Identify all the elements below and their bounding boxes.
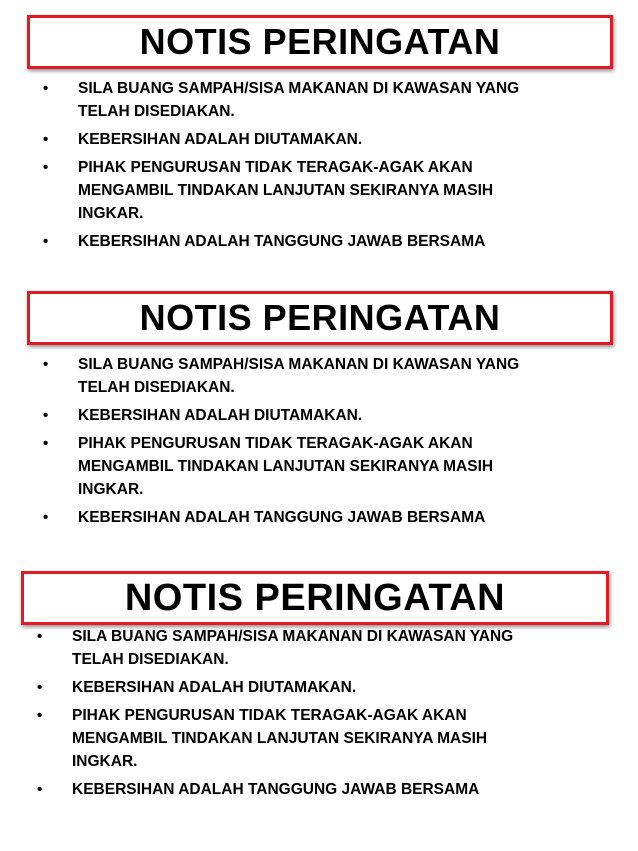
bullet-icon: •: [43, 131, 49, 148]
notice-title-box: [27, 291, 613, 345]
list-item: [43, 506, 613, 529]
notice-items-list: [37, 625, 612, 806]
list-item: [37, 676, 612, 699]
bullet-icon: •: [37, 781, 43, 798]
list-item: [43, 230, 613, 253]
list-item-text: KEBERSIHAN ADALAH DIUTAMAKAN.: [78, 131, 363, 148]
list-item: [43, 353, 613, 399]
bullet-icon: •: [37, 707, 43, 724]
bullet-icon: •: [43, 80, 49, 97]
notice-title: NOTIS PERINGATAN: [139, 297, 501, 338]
list-item-text: PIHAK PENGURUSAN TIDAK TERAGAK-AGAK AKAN MENGAMBIL TINDAKAN LANJUTAN SEKIRANYA MASIH INGKAR.: [72, 707, 488, 770]
list-item: [43, 128, 613, 151]
notice-title: NOTIS PERINGATAN: [139, 21, 501, 62]
bullet-icon: •: [43, 407, 49, 424]
list-item-text: KEBERSIHAN ADALAH TANGGUNG JAWAB BERSAMA: [78, 509, 486, 526]
bullet-icon: •: [43, 159, 49, 176]
bullet-icon: •: [37, 628, 43, 645]
list-item-text: SILA BUANG SAMPAH/SISA MAKANAN DI KAWASAN YANG TELAH DISEDIAKAN.: [78, 80, 520, 120]
notice-title-box: [27, 15, 613, 69]
bullet-icon: •: [43, 509, 49, 526]
list-item: [43, 156, 613, 225]
list-item-text: PIHAK PENGURUSAN TIDAK TERAGAK-AGAK AKAN MENGAMBIL TINDAKAN LANJUTAN SEKIRANYA MASIH INGKAR.: [78, 159, 494, 222]
notice-items-list: [43, 353, 613, 534]
list-item: [37, 625, 612, 671]
list-item: [37, 778, 612, 801]
list-item-text: KEBERSIHAN ADALAH DIUTAMAKAN.: [78, 407, 363, 424]
notice-title-box: [21, 571, 609, 625]
list-item: [43, 432, 613, 501]
list-item-text: SILA BUANG SAMPAH/SISA MAKANAN DI KAWASAN YANG TELAH DISEDIAKAN.: [72, 628, 514, 668]
list-item: [43, 404, 613, 427]
list-item-text: PIHAK PENGURUSAN TIDAK TERAGAK-AGAK AKAN MENGAMBIL TINDAKAN LANJUTAN SEKIRANYA MASIH INGKAR.: [78, 435, 494, 498]
list-item: [37, 704, 612, 773]
bullet-icon: •: [43, 435, 49, 452]
bullet-icon: •: [43, 233, 49, 250]
list-item-text: KEBERSIHAN ADALAH DIUTAMAKAN.: [72, 679, 357, 696]
notice-items-list: [43, 77, 613, 258]
list-item-text: SILA BUANG SAMPAH/SISA MAKANAN DI KAWASAN YANG TELAH DISEDIAKAN.: [78, 356, 520, 396]
list-item: [43, 77, 613, 123]
notice-title: NOTIS PERINGATAN: [124, 577, 506, 619]
list-item-text: KEBERSIHAN ADALAH TANGGUNG JAWAB BERSAMA: [78, 233, 486, 250]
bullet-icon: •: [43, 356, 49, 373]
list-item-text: KEBERSIHAN ADALAH TANGGUNG JAWAB BERSAMA: [72, 781, 480, 798]
bullet-icon: •: [37, 679, 43, 696]
